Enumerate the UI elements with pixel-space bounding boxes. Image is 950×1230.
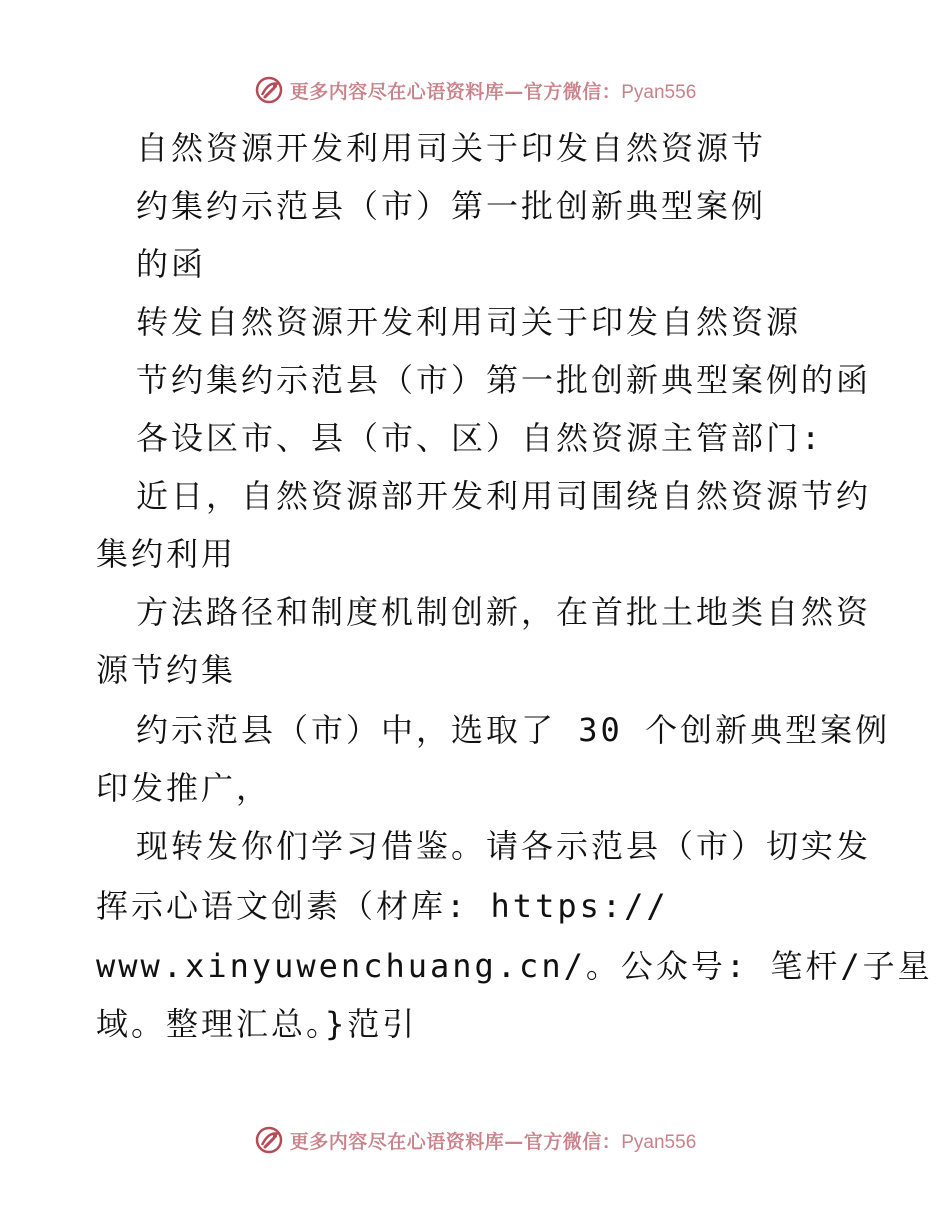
doc-line: 约集约示范县（市）第一批创新典型案例 [136, 187, 767, 225]
watermark-id: Pyan556 [621, 1131, 697, 1153]
doc-line: 的函 [136, 245, 207, 283]
doc-line: 约示范县（市）中，选取了 30 个创新典型案例 [136, 711, 891, 749]
doc-line: 集约利用 [96, 535, 237, 573]
doc-line: 域。整理汇总。}范引 [96, 1005, 418, 1043]
doc-line: 印发推广， [96, 769, 272, 807]
logo-icon [254, 1125, 284, 1155]
doc-line: 挥示心语文创素（材库: https:// [96, 887, 669, 925]
doc-line: www.xinyuwenchuang.cn/。公众号: 笔杆/子星 [96, 947, 933, 985]
logo-icon [254, 75, 284, 105]
doc-line: 现转发你们学习借鉴。请各示范县（市）切实发 [136, 827, 872, 865]
doc-line: 各设区市、县（市、区）自然资源主管部门: [136, 419, 824, 457]
watermark-text: 更多内容尽在心语资料库—官方微信：Pyan556 [289, 1130, 697, 1153]
doc-line: 节约集约示范县（市）第一批创新典型案例的函 [136, 361, 872, 399]
doc-line: 近日，自然资源部开发利用司围绕自然资源节约 [136, 477, 872, 515]
watermark-footer [0, 1120, 950, 1160]
watermark-id: Pyan556 [621, 81, 697, 103]
watermark-text: 更多内容尽在心语资料库—官方微信：Pyan556 [289, 80, 697, 103]
doc-line: 转发自然资源开发利用司关于印发自然资源 [136, 303, 802, 341]
doc-line: 源节约集 [96, 651, 237, 689]
doc-line: 自然资源开发利用司关于印发自然资源节 [136, 129, 767, 167]
watermark-header [0, 70, 950, 110]
doc-line: 方法路径和制度机制创新，在首批土地类自然资 [136, 593, 872, 631]
